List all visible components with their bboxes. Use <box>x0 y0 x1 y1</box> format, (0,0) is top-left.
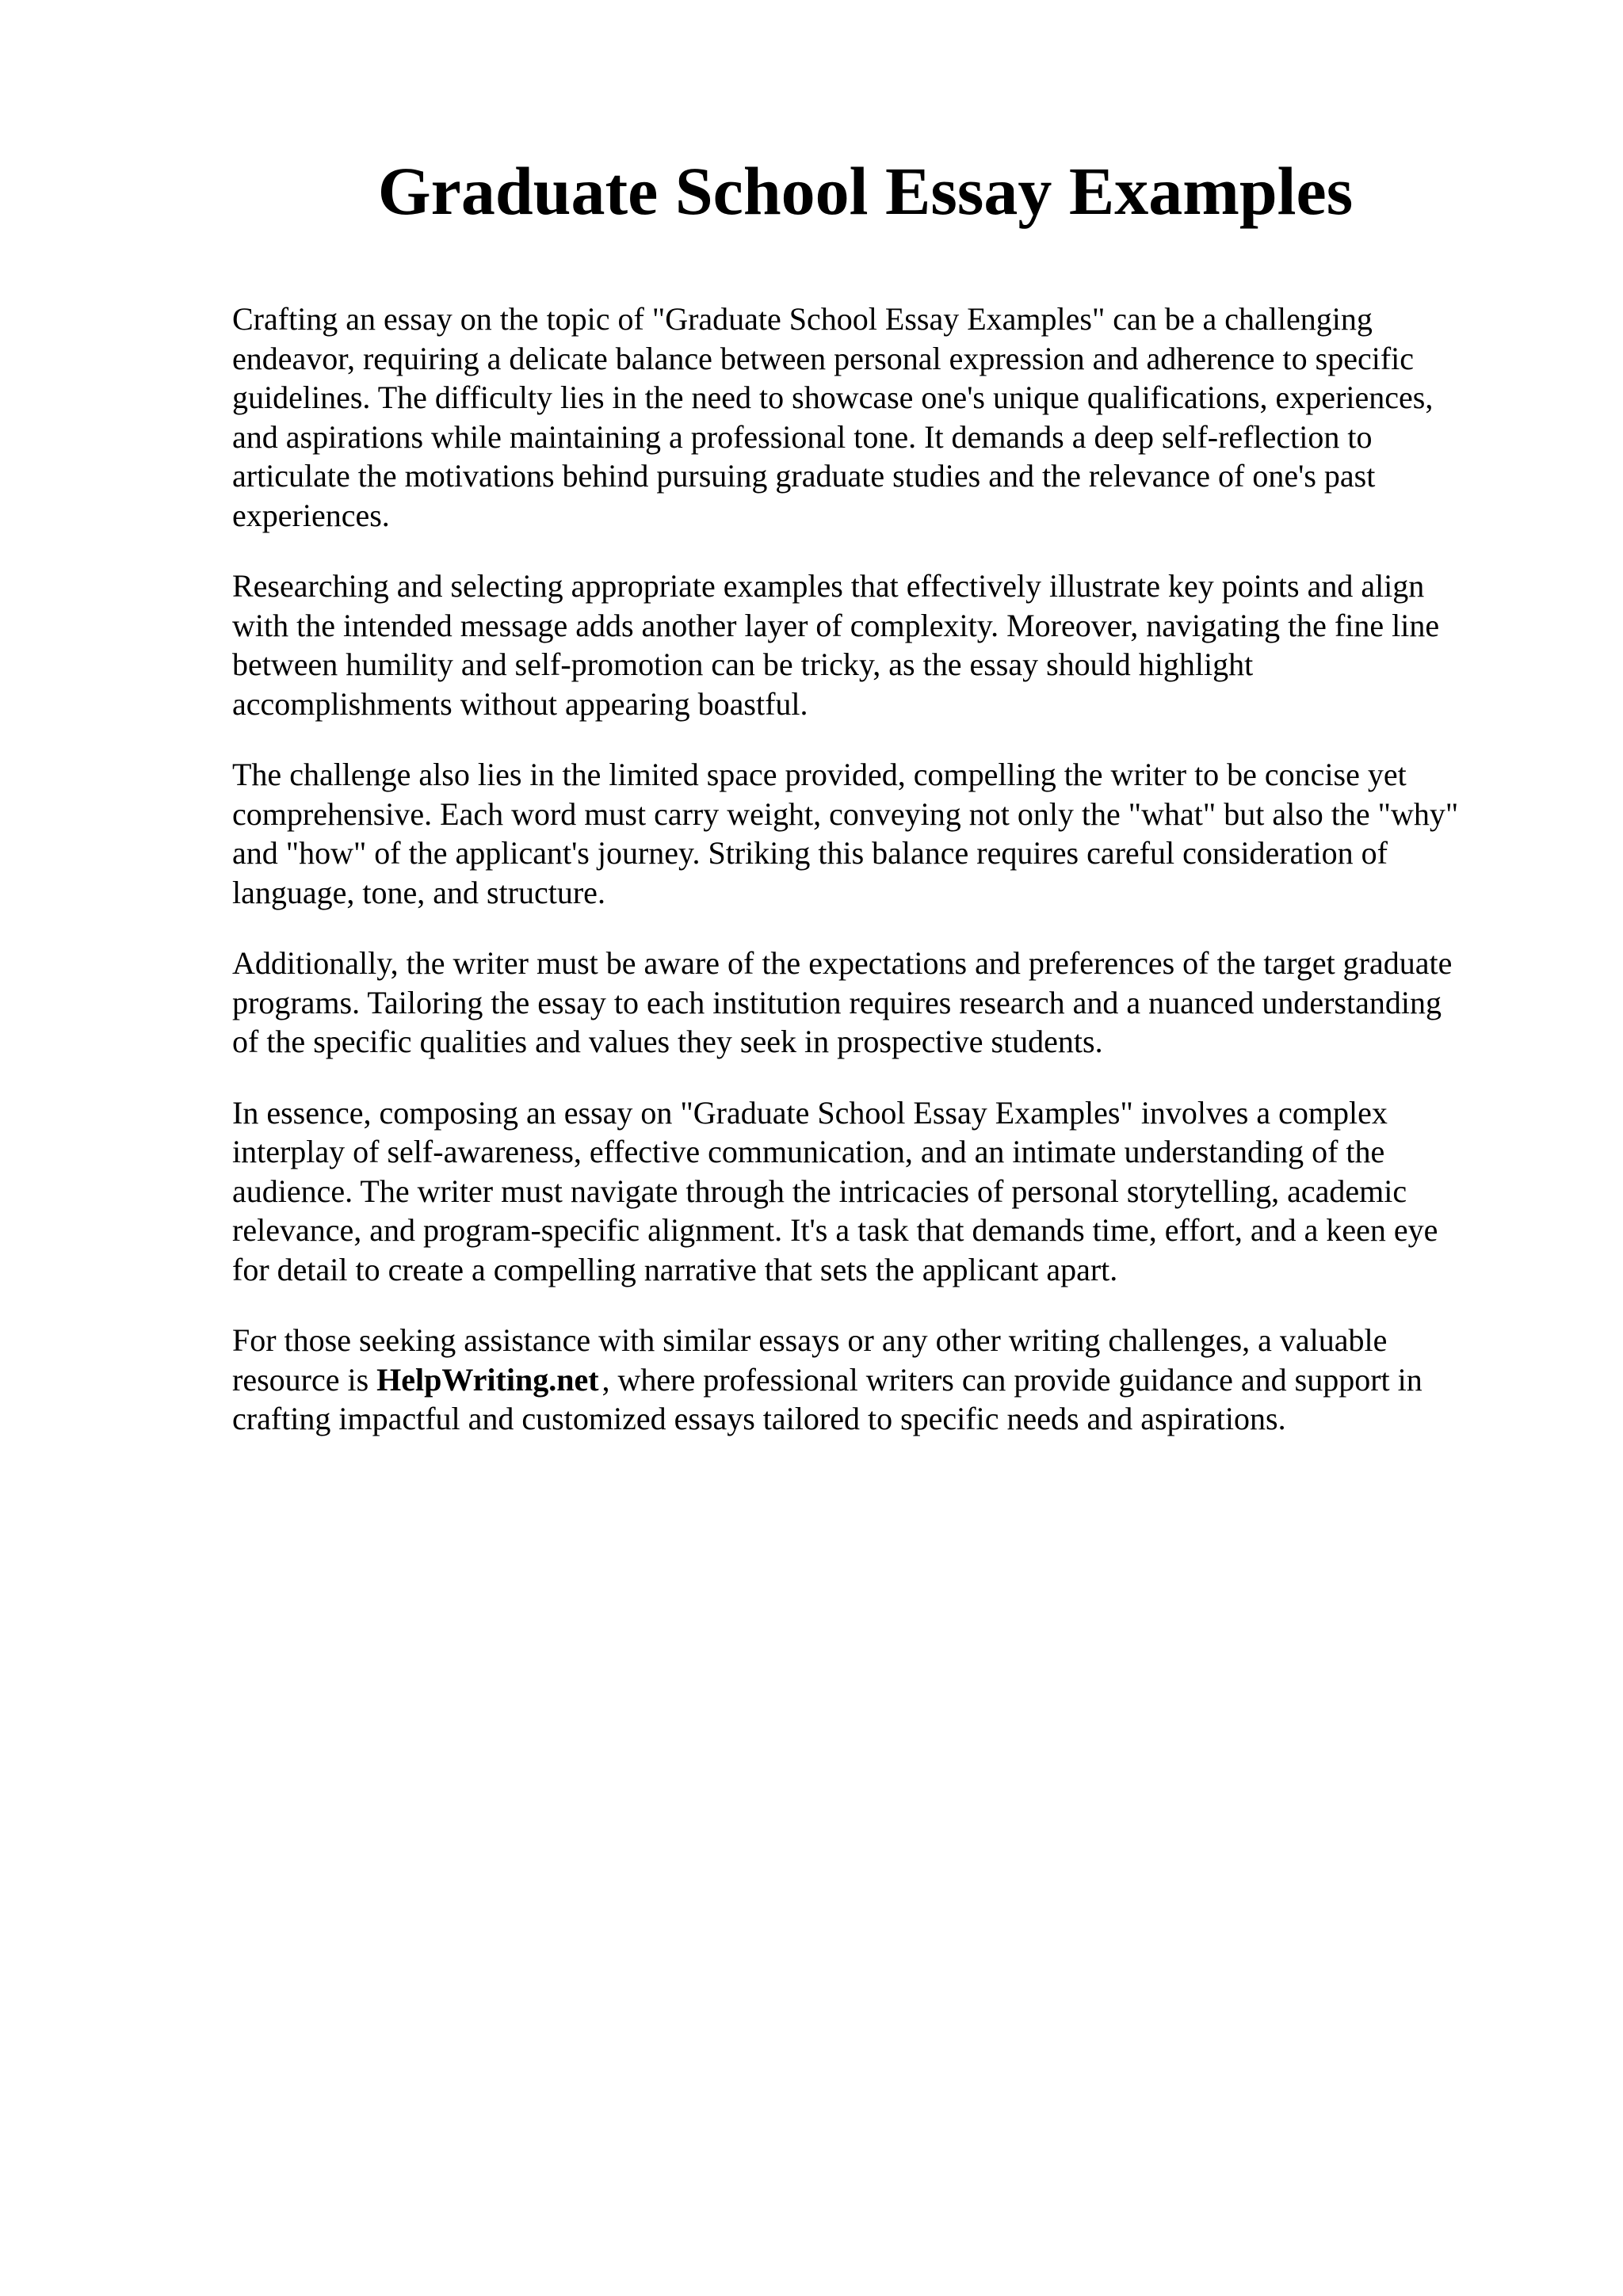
paragraph-line: guidelines. The difficulty lies in the need to showcase one's unique qualifications, experiences, <box>232 379 1434 415</box>
paragraph-1 <box>232 299 1516 535</box>
paragraph-3 <box>232 755 1516 912</box>
paragraph-line: audience. The writer must navigate through the intricacies of personal storytelling, academic <box>232 1173 1407 1209</box>
paragraph-line: The challenge also lies in the limited space provided, compelling the writer to be concise yet <box>232 757 1407 792</box>
paragraph-2 <box>232 566 1516 723</box>
paragraph-line: crafting impactful and customized essays tailored to specific needs and aspirations. <box>232 1401 1286 1436</box>
paragraph-4 <box>232 944 1516 1062</box>
helpwriting-link[interactable]: HelpWriting.net <box>376 1361 599 1398</box>
paragraph-line: for detail to create a compelling narrative that sets the applicant apart. <box>232 1251 1118 1287</box>
resource-text: resource is <box>232 1361 369 1398</box>
paragraph-line: of the specific qualities and values they seek in prospective students. <box>232 1024 1103 1059</box>
paragraph-line: experiences. <box>232 497 390 533</box>
paragraph-line: programs. Tailoring the essay to each institution requires research and a nuanced understanding <box>232 984 1442 1020</box>
paragraph-line-with-link <box>232 1360 1516 1400</box>
paragraph-line: interplay of self-awareness, effective communication, and an intimate understanding of the <box>232 1134 1385 1169</box>
paragraph-line: Crafting an essay on the topic of "Graduate School Essay Examples" can be a challenging <box>232 301 1373 337</box>
paragraph-5 <box>232 1093 1516 1290</box>
document-body <box>232 299 1516 1470</box>
paragraph-line: with the intended message adds another layer of complexity. Moreover, navigating the fine line <box>232 607 1440 643</box>
paragraph-line: For those seeking assistance with similar essays or any other writing challenges, a valuable <box>232 1322 1388 1358</box>
resource-description: , where professional writers can provide guidance and support in <box>601 1361 1423 1398</box>
paragraph-6 <box>232 1321 1516 1439</box>
paragraph-line: Additionally, the writer must be aware of the expectations and preferences of the target graduate <box>232 945 1453 981</box>
paragraph-line: relevance, and program-specific alignment. It's a task that demands time, effort, and a keen eye <box>232 1212 1438 1248</box>
paragraph-line: comprehensive. Each word must carry weight, conveying not only the "what" but also the "why" <box>232 795 1459 832</box>
paragraph-line: In essence, composing an essay on "Graduate School Essay Examples" involves a complex <box>232 1094 1388 1131</box>
paragraph-line: and aspirations while maintaining a professional tone. It demands a deep self-reflection to <box>232 418 1373 455</box>
paragraph-line: Researching and selecting appropriate examples that effectively illustrate key points and align <box>232 568 1425 604</box>
paragraph-line: language, tone, and structure. <box>232 874 605 910</box>
paragraph-line: between humility and self-promotion can be tricky, as the essay should highlight <box>232 646 1254 682</box>
paragraph-line: and "how" of the applicant's journey. Striking this balance requires careful consideration of <box>232 835 1388 871</box>
paragraph-line: articulate the motivations behind pursuing graduate studies and the relevance of one's past <box>232 458 1376 494</box>
document-title: Graduate School Essay Examples <box>377 153 1354 229</box>
paragraph-line: endeavor, requiring a delicate balance between personal expression and adherence to specific <box>232 340 1415 376</box>
paragraph-line: accomplishments without appearing boastful. <box>232 685 808 722</box>
